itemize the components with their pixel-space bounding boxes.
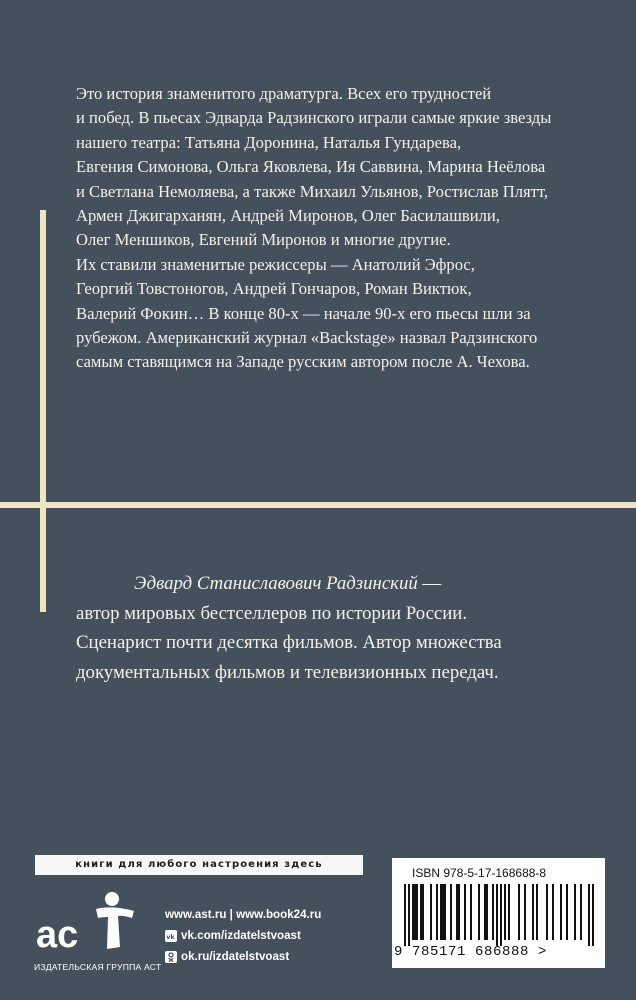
barcode-icon [404,884,594,946]
barcode-bar [420,884,422,940]
barcode-bar [532,884,534,940]
barcode-bar [470,884,472,940]
barcode-bar [580,884,582,940]
decorative-horizontal-line [0,502,636,508]
publisher-links [165,905,321,966]
ok-row [165,947,321,966]
ast-logo [30,887,160,959]
barcode-bar [422,884,424,940]
ok-icon [165,951,177,963]
ast-logo-figure [96,892,134,949]
annotation-line: Это история знаменитого драматурга. Всех его трудностей [76,84,492,103]
websites-link[interactable]: www.ast.ru | www.book24.ru [165,908,322,921]
barcode-bar [524,884,526,940]
annotation-line: Их ставили знаменитые режиссеры — Анатолий Эфрос, [76,254,475,274]
author-bio-line: Сценарист почти десятка фильмов. Автор множества [76,632,502,653]
author-bio [76,569,606,687]
barcode-bar [484,884,486,940]
barcode-bar [546,884,548,940]
isbn-number: ISBN 978-5-17-168688-8 [412,866,547,880]
barcode-bar [504,884,506,940]
barcode-bar [518,884,520,940]
ast-logo-icon [30,887,160,959]
barcode-bar [436,884,438,940]
barcode-bar [496,884,498,946]
barcode-bar [464,884,466,940]
barcode-bar [552,884,554,940]
author-name-line [76,569,606,599]
barcode-bar [450,884,452,940]
annotation-line: Армен Джигарханян, Андрей Миронов, Олег Басилашвили, [76,206,500,226]
author-bio-line: документальных фильмов и телевизионных передач. [76,661,499,683]
barcode-bar [442,884,444,940]
vk-icon [165,930,177,942]
barcode-digits: 9 785171 686888 > [394,944,548,960]
annotation-line: Георгий Товстоногов, Андрей Гончаров, Роман Виктюк, [76,279,472,299]
annotation-line: и Светлана Немоляева, а также Михаил Ульянов, Ростислав Плятт, [76,181,549,201]
barcode-bar [416,884,418,940]
barcode-panel [392,858,605,968]
ast-logo-letters: ac [36,914,79,956]
barcode-bar [414,884,416,940]
annotation-line: и побед. В пьесах Эдварда Радзинского играли самые яркие звезды [76,108,552,128]
annotation-line: Евгения Симонова, Ольга Яковлева, Ия Саввина, Марина Неёлова [76,157,546,177]
barcode-bar [458,884,460,940]
barcode-bar [536,884,538,940]
barcode-bar [574,884,576,940]
author-name-dash: — [417,573,442,594]
websites-row [165,905,321,924]
barcode-bar [456,884,458,940]
barcode-bar [560,884,562,940]
author-bio-line: автор мировых бестселлеров по истории России. [76,602,468,624]
barcode-bar [508,884,510,940]
barcode-bar [430,884,432,940]
barcode-bar [412,884,414,940]
annotation-line: Валерий Фокин… В конце 80-х — начале 90-х его пьесы шли за [76,303,531,323]
annotation-line: нашего театра: Татьяна Доронина, Наталья Гундарева, [76,132,462,152]
barcode-bar [566,884,568,940]
ok-link[interactable]: ok.ru/izdatelstvoast [181,950,290,963]
tagline-banner: книги для любого настроения здесь [35,855,363,875]
barcode-bar [588,884,590,946]
annotation-line: Олег Меншиков, Евгений Миронов и многие другие. [76,230,451,250]
book-annotation [76,82,606,375]
annotation-line: рубежом. Американский журнал «Backstage» назвал Радзинского [76,328,538,348]
publisher-caption: ИЗДАТЕЛЬСКАЯ ГРУППА АСТ [34,962,162,972]
barcode-bar [440,884,442,940]
svg-text:vk: vk [166,932,175,941]
author-name: Эдвард Станиславович Радзинский [134,573,418,594]
barcode-bar [478,884,480,940]
barcode-bar [444,884,446,940]
vk-row [165,926,321,945]
annotation-line: самым ставящимся на Западе русским автором после А. Чехова. [76,352,530,372]
barcode-bar [404,884,406,946]
barcode-bar [408,884,410,946]
barcode-bar [486,884,488,940]
decorative-vertical-line [40,210,46,612]
vk-link[interactable]: vk.com/izdatelstvoast [181,929,301,942]
barcode-bar [500,884,502,946]
barcode-bar [592,884,594,946]
barcode-bar [492,884,494,940]
